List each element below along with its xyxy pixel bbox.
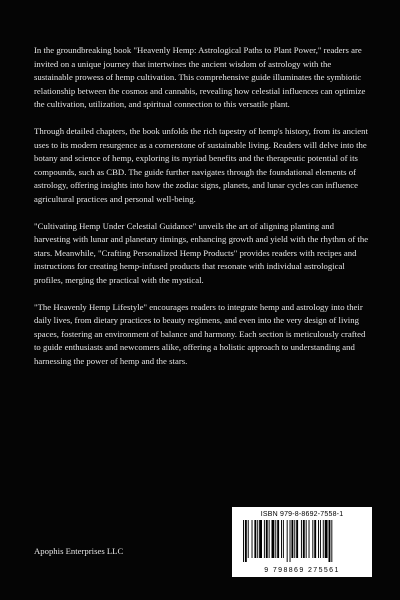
barcode-bar: [290, 520, 291, 562]
barcode-bar: [259, 520, 262, 558]
barcode-bar: [323, 520, 324, 558]
barcode-bar: [245, 520, 247, 562]
barcode-bar: [303, 520, 305, 558]
isbn-barcode: [232, 507, 372, 577]
barcode-bar: [269, 520, 270, 558]
barcode-bar: [320, 520, 321, 558]
barcode-bar: [287, 520, 288, 562]
barcode-bar: [291, 520, 293, 558]
barcode-bar: [254, 520, 256, 558]
description-paragraph-2: Through detailed chapters, the book unfolds the rich tapestry of hemp's history, from its ancient uses to its modern resurgence as a cornerstone of sustainable living. Readers will delve into the botany and science of hemp, exploring its myriad benefits and the therapeutic potential of its compounds, such as CBD. The guide further navigates through the foundational elements of astrology, offering insights into how the zodiac signs, planets, and lunar cycles can influence agricultural practices and personal well-being.: [34, 125, 368, 204]
description-paragraph-4: "The Heavenly Hemp Lifestyle" encourages readers to integrate hemp and astrology into their daily lives, from dietary practices to beauty regimens, and even into the very design of living spaces, fostering an environment of balance and harmony. Each section is meticulously crafted to guide enthusiasts and newcomers alike, offering a holistic approach to understanding and harnessing the power of hemp and the stars.: [34, 301, 366, 366]
barcode-bar: [257, 520, 258, 558]
description-paragraph-1: In the groundbreaking book "Heavenly Hemp: Astrological Paths to Plant Power," readers are invited on a unique journey that intertwines the ancient wisdom of astrology with the sustainable prowess of hemp cultivation. This comprehensive guide illuminates the symbiotic relationship between the cosmos and cannabis, revealing how celestial influences can optimize the cultivation, utilization, and spiritual connection to this versatile plant.: [34, 45, 366, 110]
barcode-bar: [266, 520, 268, 558]
barcode-bar: [312, 520, 313, 558]
barcode-bar: [277, 520, 279, 558]
barcode-bar: [243, 520, 244, 562]
publisher-name: Apophis Enterprises LLC: [34, 546, 124, 556]
barcode-bar: [331, 520, 332, 562]
barcode-bar: [329, 520, 331, 562]
barcode-bar: [306, 520, 307, 558]
barcode-bar: [252, 520, 253, 558]
barcode-bars: [242, 520, 362, 566]
barcode-bar: [248, 520, 249, 558]
barcode-bar: [281, 520, 282, 558]
barcode-bar: [272, 520, 275, 558]
barcode-bar: [264, 520, 265, 558]
description-paragraph-3: "Cultivating Hemp Under Celestial Guidance" unveils the art of aligning planting and harvesting with lunar and planetary timings, enhancing growth and yield with the rhythm of the stars. Meanwhile, "Crafting Personalized Hemp Products" provides readers with recipes and instructions for creating hemp-infused products that resonate with individual astrological profiles, merging the practical with the mystical.: [34, 220, 369, 285]
barcode-bar: [275, 520, 276, 558]
barcode-bar: [301, 520, 302, 558]
barcode-bar: [314, 520, 316, 558]
barcode-bar: [309, 520, 310, 558]
barcode-bar: [318, 520, 319, 558]
barcode-bar: [294, 520, 295, 558]
barcode-digits: 9 798869 275561: [264, 567, 340, 574]
barcode-bar: [296, 520, 298, 558]
isbn-label: ISBN 979-8-8692-7558-1: [260, 511, 344, 518]
barcode-bar: [283, 520, 284, 558]
description-blurb: [34, 44, 370, 381]
barcode-bar: [325, 520, 328, 558]
